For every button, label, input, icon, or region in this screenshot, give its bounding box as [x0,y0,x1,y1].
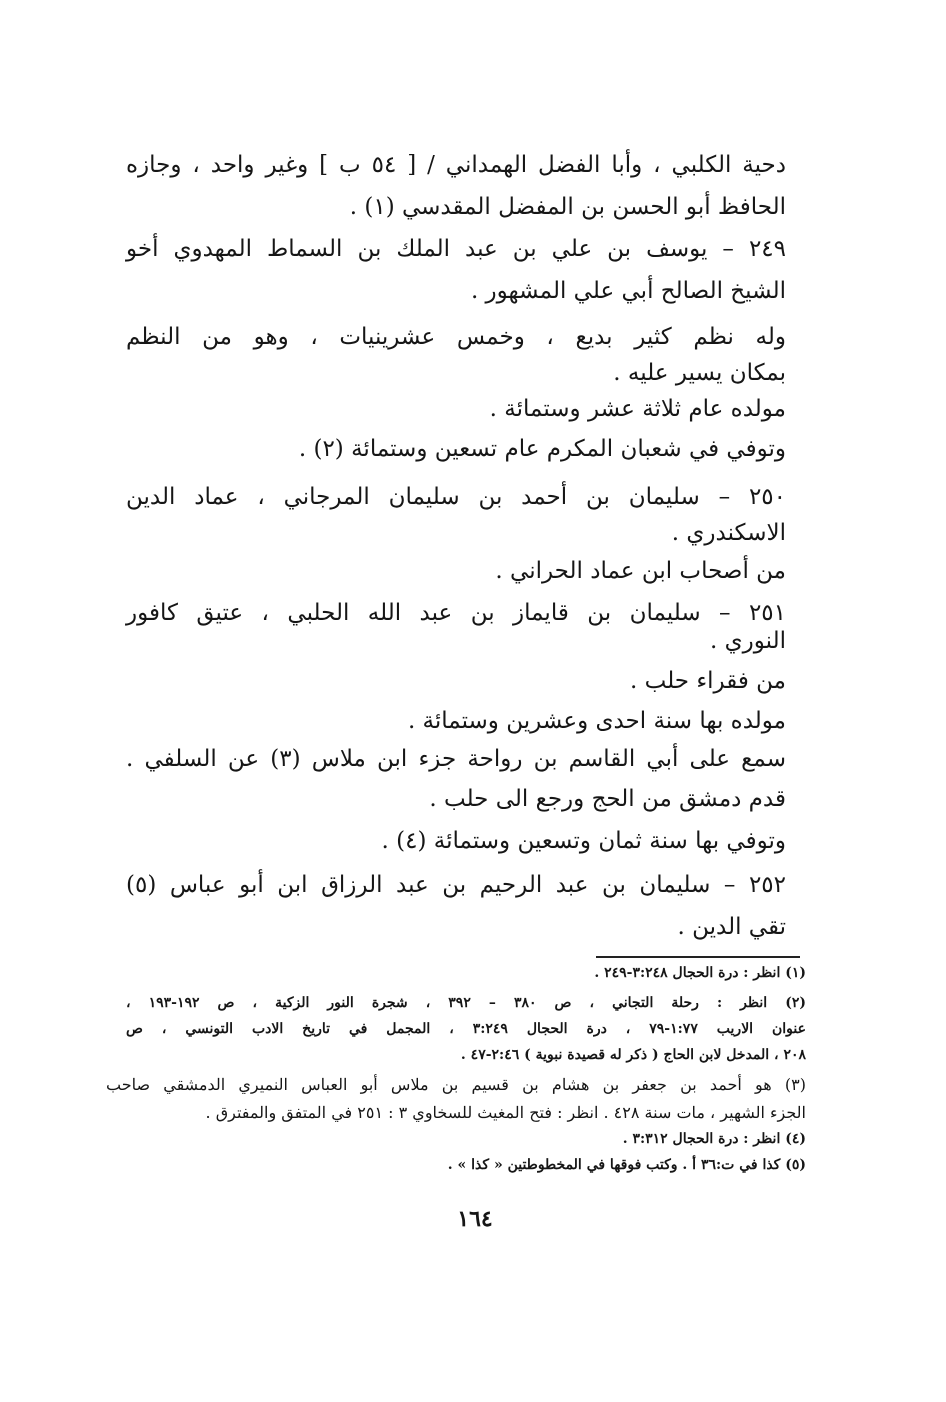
body-line: مولده بها سنة احدى وعشرين وستمائة . [407,708,786,734]
footnote-2: (٢) انظر : رحلة التجاني ، ص ٣٨٠ – ٣٩٢ ، شجرة النور الزكية ، ص ١٩٢-١٩٣ ، [126,995,807,1011]
body-line: الشيخ الصالح أبي علي المشهور . [470,278,786,304]
body-line: قدم دمشق من الحج ورجع الى حلب . [429,786,786,812]
body-line: سمع على أبي القاسم بن رواحة جزء ابن ملاس (٣) عن السلفي . [126,746,786,772]
body-line: من أصحاب ابن عماد الحراني . [495,558,786,584]
footnote-separator [596,956,800,958]
footnote-3: (٣) هو أحمد بن جعفر بن هشام بن قسيم بن ملاس أبو العباس النميري الدمشقي صاحب [106,1075,806,1094]
body-line: دحية الكلبي ، وأبا الفضل الهمداني / [ ٥٤ ب ] وغير واحد ، وجازه [126,152,786,178]
entry-250-heading: ٢٥٠ – سليمان بن أحمد بن سليمان المرجاني ، عماد الدين [126,484,786,510]
page-number: ١٦٤ [457,1206,493,1232]
body-line: الحافظ أبو الحسن بن المفضل المقدسي (١) . [349,194,786,220]
body-line: وتوفي في شعبان المكرم عام تسعين وستمائة (٢) . [298,436,786,462]
entry-252-heading: ٢٥٢ – سليمان بن عبد الرحيم بن عبد الرزاق ابن أبو عباس (٥) [126,872,786,898]
footnote-5: (٥) كذا في ت:٣٦ أ . وكتب فوقها في المخطوطتين « كذا » . [447,1157,806,1173]
footnote-3-cont: الجزء الشهير ، مات سنة ٤٢٨ . انظر : فتح المغيث للسخاوي ٣ : ٢٥١ في المتفق والمفترق . [205,1103,806,1122]
body-line: وله نظم كثير بديع ، وخمس عشرينيات ، وهو من النظم [126,324,786,350]
entry-251-heading: ٢٥١ – سليمان بن قايماز بن عبد الله الحلبي ، عتيق كافور [126,600,786,626]
body-line: مولده عام ثلاثة عشر وستمائة . [489,396,786,422]
body-line: النوري . [710,628,786,654]
footnote-4: (٤) انظر : درة الحجال ٣:٣١٢ . [622,1131,806,1147]
entry-249-heading: ٢٤٩ – يوسف بن علي بن عبد الملك بن السماط المهدوي أخو [126,236,786,262]
body-line: من فقراء حلب . [629,668,786,694]
footnote-2-cont: ٢٠٨ ، المدخل لابن الحاج ( ذكر له قصيدة نبوية ) ٢:٤٦-٤٧ . [460,1047,806,1063]
body-line: الاسكندري . [671,520,786,546]
footnote-1: (١) انظر : درة الحجال ٣:٢٤٨-٢٤٩ . [594,965,806,981]
body-line: بمكان يسير عليه . [613,360,786,386]
footnote-2-cont: عنوان الاريب ١:٧٧-٧٩ ، درة الحجال ٣:٢٤٩ ، المجمل في تاريخ الادب التونسي ، ص [126,1021,806,1037]
body-line: تقي الدين . [677,914,786,940]
body-line: وتوفي بها سنة ثمان وتسعين وستمائة (٤) . [381,828,786,854]
